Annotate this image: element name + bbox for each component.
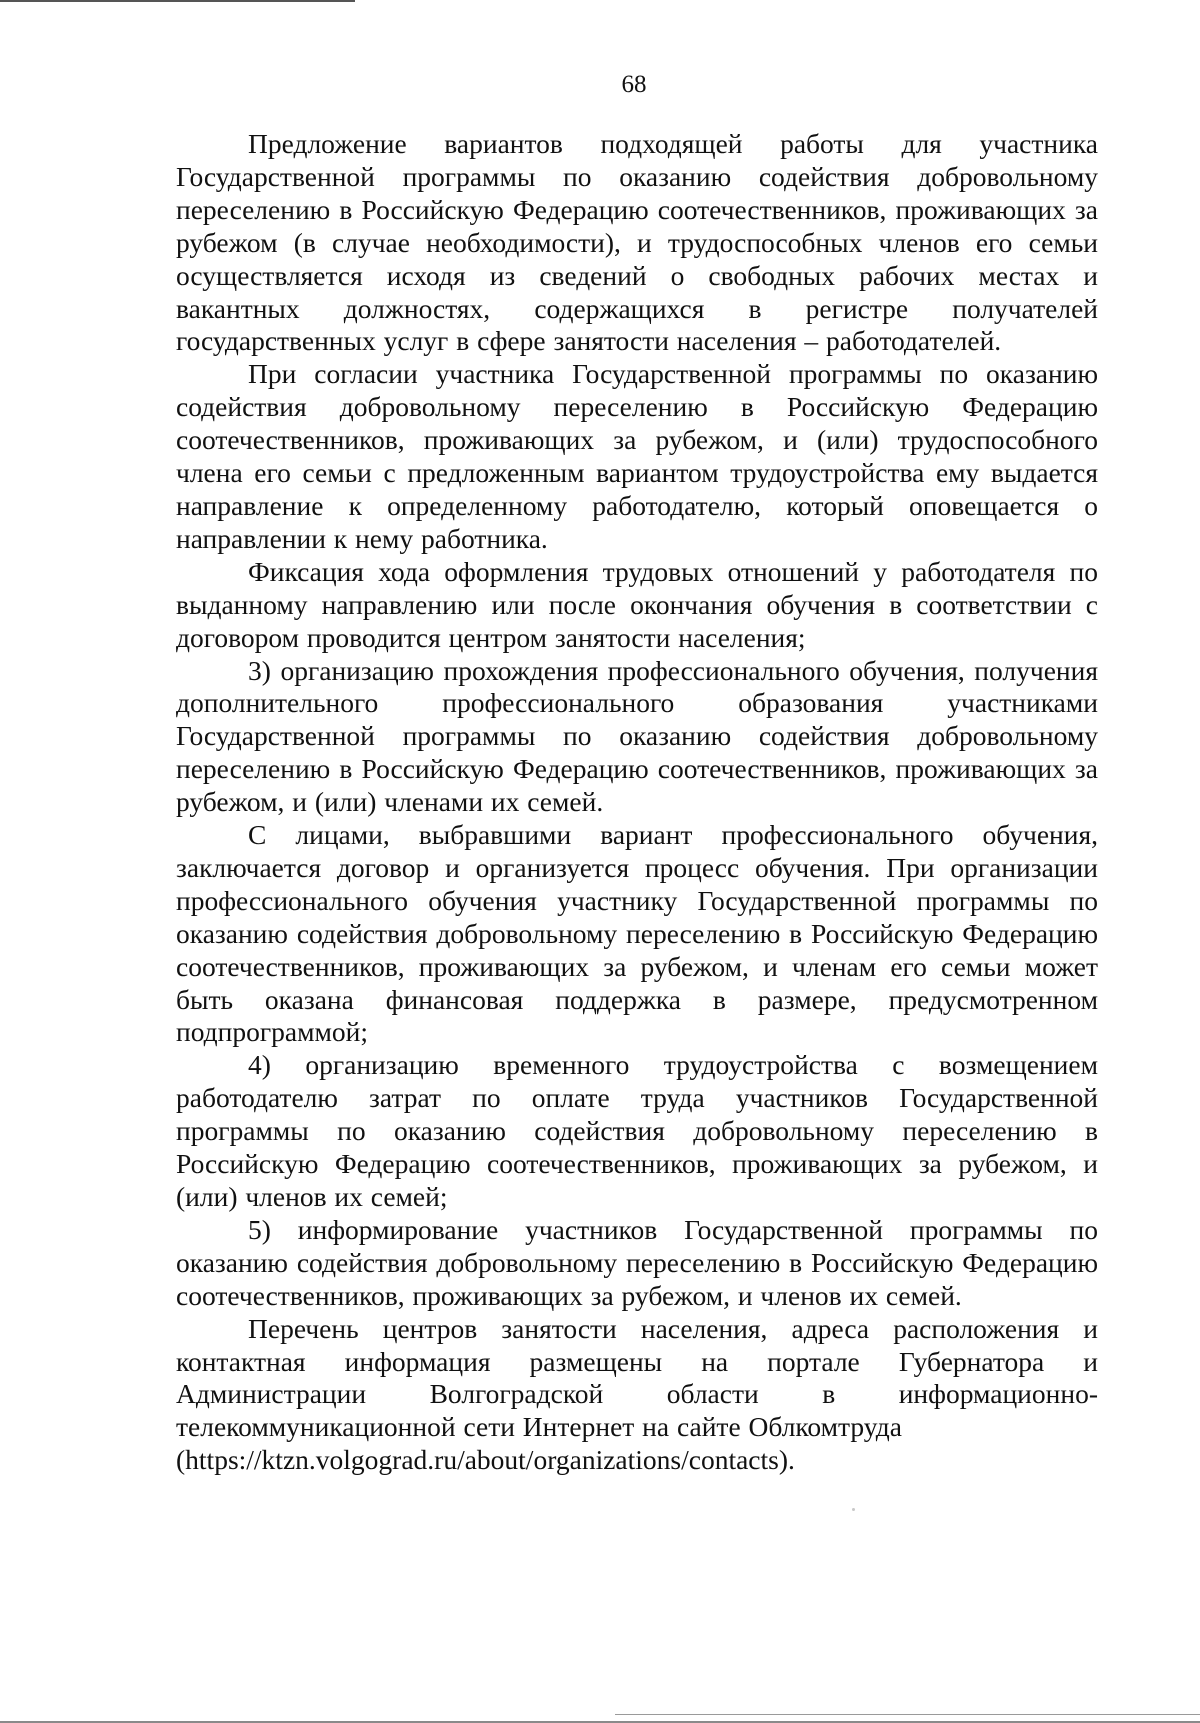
paragraph-item-3-vocational-training: 3) организацию прохождения профессионального обучения, получения дополнительного профессионального образования участниками Государственной программы по оказанию содействия добровольному переселению в Российскую Федерацию соотечественников, проживающих за рубежом, и (или) членами их семей. — [176, 654, 1098, 818]
paragraph-employer-referral: При согласии участника Государственной программы по оказанию содействия добровольному переселению в Российскую Федерацию соотечественников, проживающих за рубежом, и (или) трудоспособного члена его семьи с предложенным вариантом трудоустройства ему выдается направление к определенному работодателю, который оповещается о направлении к нему работника. — [176, 358, 1098, 554]
contacts-url: (https://ktzn.volgograd.ru/about/organizations/contacts). — [176, 1444, 795, 1476]
employment-centers-text: Перечень центров занятости населения, адреса расположения и контактная информация размещены на портале Губернатора и Администрации Волгоградской области в информационно-телекоммуникационной сети Интернет на сайте Облкомтруда — [176, 1312, 1098, 1443]
paragraph-training-contract: С лицами, выбравшими вариант профессионального обучения, заключается договор и организуется процесс обучения. При организации профессионального обучения участнику Государственной программы по оказанию содействия добровольному переселению в Российскую Федерацию соотечественников, проживающих за рубежом, и членам его семьи может быть оказана финансовая поддержка в размере, предусмотренном подпрограммой; — [176, 819, 1098, 1048]
scan-edge-line-top — [0, 0, 355, 2]
scan-speck — [852, 1508, 855, 1511]
paragraph-employment-tracking: Фиксация хода оформления трудовых отношений у работодателя по выданному направлению или после окончания обучения в соответствии с договором проводится центром занятости населения; — [176, 555, 1098, 653]
paragraph-item-5-informing: 5) информирование участников Государственной программы по оказанию содействия добровольному переселению в Российскую Федерацию соотечественников, проживающих за рубежом, и членов их семей. — [176, 1213, 1098, 1311]
paragraph-job-offer: Предложение вариантов подходящей работы для участника Государственной программы по оказанию содействия добровольному переселению в Российскую Федерацию соотечественников, проживающих за рубежом (в случае необходимости), и трудоспособных членов его семьи осуществляется исходя из сведений о свободных рабочих местах и вакантных должностях, содержащихся в регистре получателей государственных услуг в сфере занятости населения – работодателей. — [176, 128, 1098, 357]
scan-edge-line-bottom-right — [615, 1714, 1200, 1715]
document-body — [176, 128, 1098, 1477]
page-number: 68 — [621, 71, 647, 98]
paragraph-employment-centers-list — [176, 1313, 1098, 1478]
paragraph-item-4-temporary-employment: 4) организацию временного трудоустройства с возмещением работодателю затрат по оплате труда участников Государственной программы по оказанию содействия добровольному переселению в Российскую Федерацию соотечественников, проживающих за рубежом, и (или) членов их семей; — [176, 1049, 1098, 1212]
